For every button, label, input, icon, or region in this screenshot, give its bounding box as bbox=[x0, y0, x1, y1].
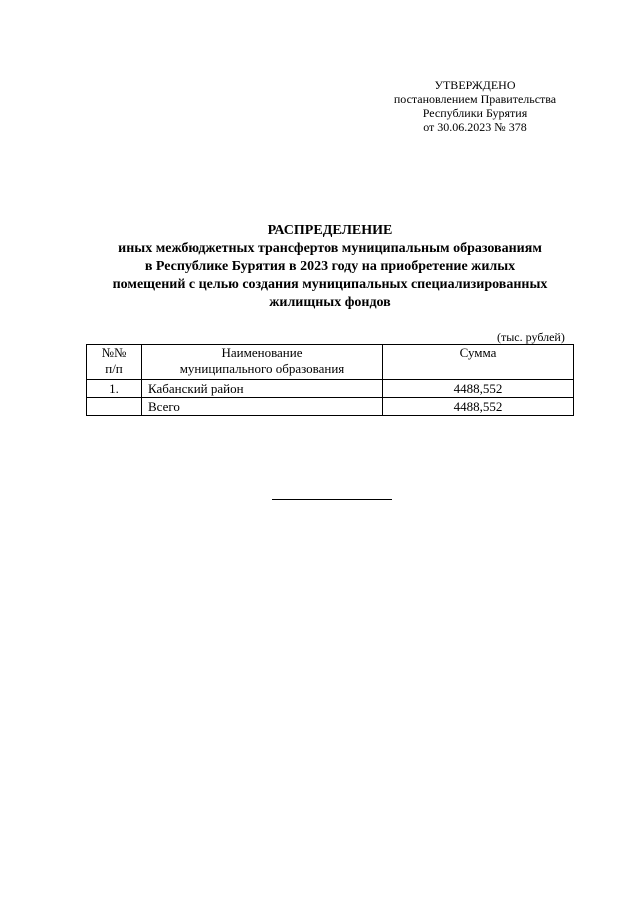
row-name: Кабанский район bbox=[142, 380, 383, 398]
title-line: жилищных фондов bbox=[269, 295, 391, 310]
row-name: Всего bbox=[142, 398, 383, 416]
table-total-row bbox=[87, 398, 574, 416]
title-line: в Республике Бурятия в 2023 году на приобретение жилых bbox=[144, 259, 516, 274]
header-number-line2: п/п bbox=[105, 361, 123, 376]
document-title bbox=[80, 222, 580, 312]
header-number bbox=[87, 345, 142, 380]
approval-line: от 30.06.2023 № 378 bbox=[423, 120, 527, 134]
header-sum-label: Сумма bbox=[459, 345, 497, 360]
title-heading: РАСПРЕДЕЛЕНИЕ bbox=[267, 223, 393, 238]
header-name-line2: муниципального образования bbox=[179, 361, 345, 376]
header-name bbox=[142, 345, 383, 380]
end-divider bbox=[272, 499, 392, 500]
row-number bbox=[87, 398, 142, 416]
distribution-table bbox=[86, 344, 574, 416]
row-sum: 4488,552 bbox=[383, 380, 574, 398]
row-sum: 4488,552 bbox=[383, 398, 574, 416]
header-name-line1: Наименование bbox=[221, 345, 303, 360]
row-number: 1. bbox=[87, 380, 142, 398]
approval-line: Республики Бурятия bbox=[422, 106, 528, 120]
table-row bbox=[87, 380, 574, 398]
approval-stamp bbox=[370, 78, 580, 134]
header-sum bbox=[383, 345, 574, 380]
approval-line: УТВЕРЖДЕНО bbox=[434, 78, 516, 92]
units-note: (тыс. рублей) bbox=[497, 330, 565, 344]
header-number-line1: №№ bbox=[101, 345, 127, 360]
title-line: иных межбюджетных трансфертов муниципальным образованиям bbox=[118, 241, 542, 256]
title-line: помещений с целью создания муниципальных специализированных bbox=[112, 277, 548, 292]
table-header-row bbox=[87, 345, 574, 380]
approval-line: постановлением Правительства bbox=[393, 92, 557, 106]
